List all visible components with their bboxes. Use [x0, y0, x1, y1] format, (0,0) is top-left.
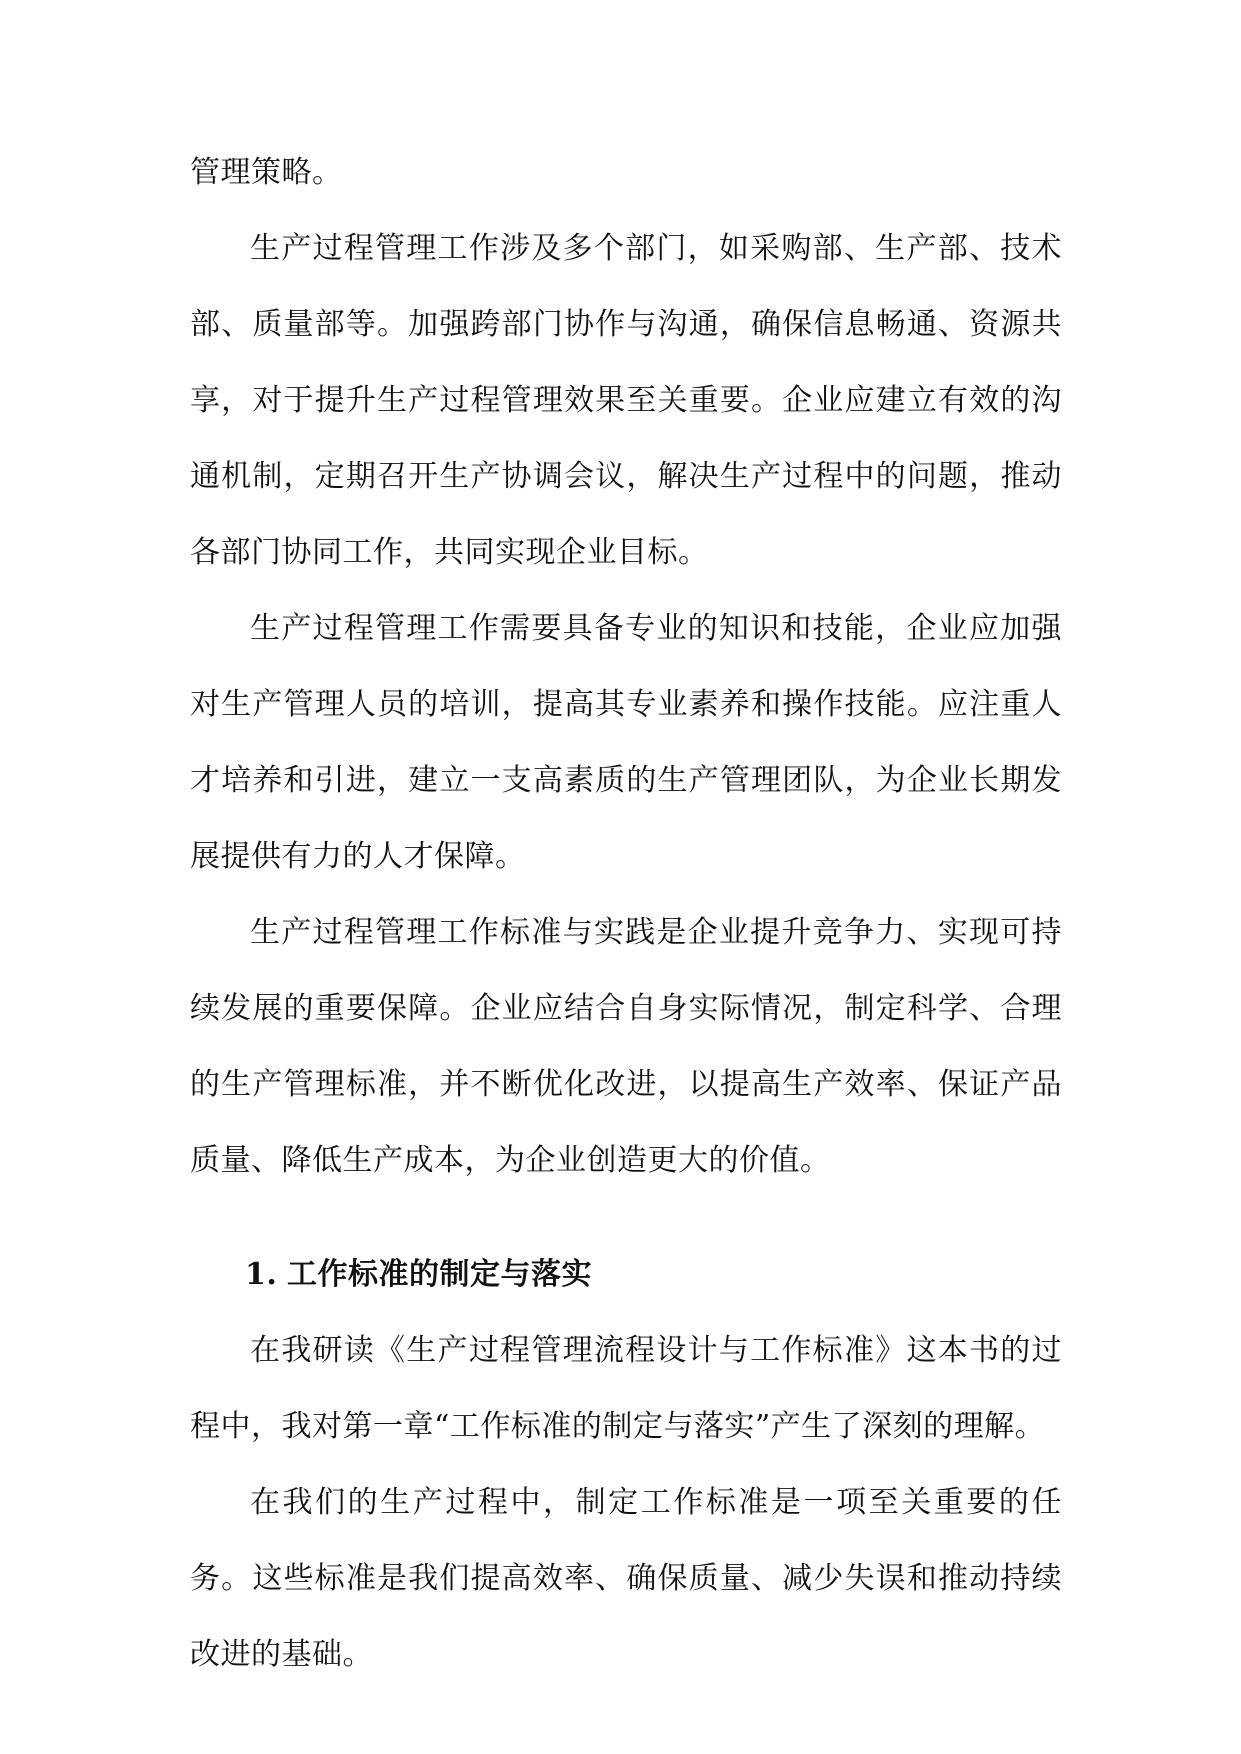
section-heading [190, 1237, 1062, 1313]
paragraph-reading: 在我研读《生产过程管理流程设计与工作标准》这本书的过程中，我对第一章“工作标准的制定与落实”产生了深刻的理解。 [190, 1333, 1062, 1444]
section-title: 工作标准的制定与落实 [287, 1257, 592, 1292]
section-number: 1. [245, 1257, 278, 1292]
paragraph-training: 生产过程管理工作需要具备专业的知识和技能，企业应加强对生产管理人员的培训，提高其专业素养和操作技能。应注重人才培养和引进，建立一支高素质的生产管理团队，为企业长期发展提供有力的人才保障。 [190, 611, 1062, 874]
paragraph-cross-department: 生产过程管理工作涉及多个部门，如采购部、生产部、技术部、质量部等。加强跨部门协作与沟通，确保信息畅通、资源共享，对于提升生产过程管理效果至关重要。企业应建立有效的沟通机制，定期召开生产协调会议，解决生产过程中的问题，推动各部门协同工作，共同实现企业目标。 [190, 231, 1062, 570]
document-body [190, 135, 1062, 1693]
paragraph-standards: 在我们的生产过程中，制定工作标准是一项至关重要的任务。这些标准是我们提高效率、确保质量、减少失误和推动持续改进的基础。 [190, 1485, 1062, 1672]
paragraph-conclusion: 生产过程管理工作标准与实践是企业提升竞争力、实现可持续发展的重要保障。企业应结合自身实际情况，制定科学、合理的生产管理标准，并不断优化改进，以提高生产效率、保证产品质量、降低生产成本，为企业创造更大的价值。 [190, 915, 1062, 1178]
paragraph-continuation: 管理策略。 [190, 155, 343, 190]
